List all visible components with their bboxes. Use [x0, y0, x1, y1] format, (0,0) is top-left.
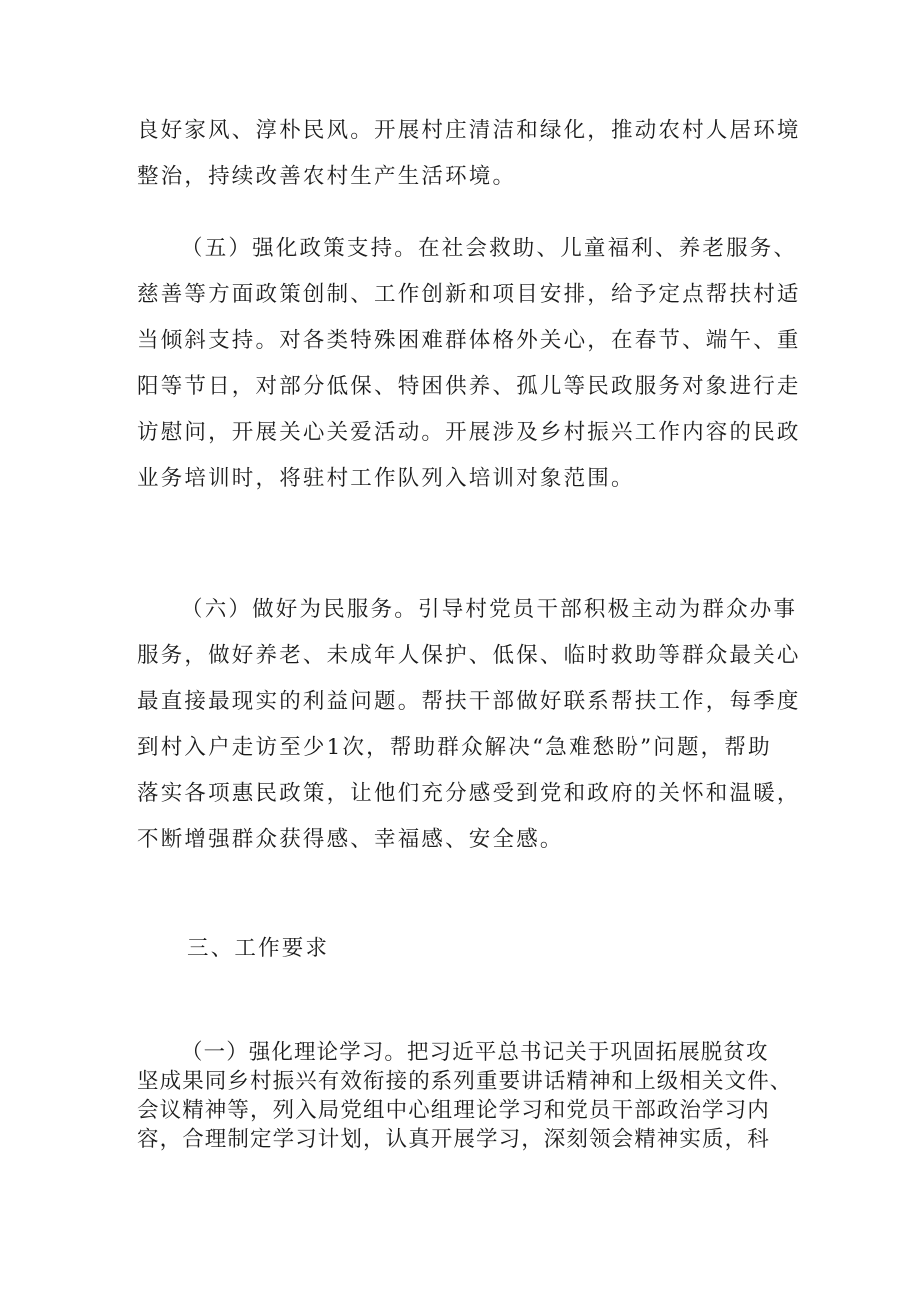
- section-heading-text: 三、工作要求: [187, 936, 330, 961]
- paragraph-theory-study: [137, 1038, 793, 1154]
- text-line: 访慰问，开展关心关爱活动。开展涉及乡村振兴工作内容的民政: [137, 420, 801, 445]
- text-line: 到村入户走访至少1次，帮助群众解决“急难愁盼”问题，帮助: [137, 735, 772, 760]
- text-line: 坚成果同乡村振兴有效衔接的系列重要讲话精神和上级相关文件、: [137, 1069, 793, 1094]
- paragraph-continuation: [137, 108, 801, 200]
- text-line: 当倾斜支持。对各类特殊困难群体格外关心，在春节、端午、重: [137, 328, 801, 353]
- section-heading: [187, 926, 329, 972]
- text-line: 整治，持续改善农村生产生活环境。: [137, 164, 517, 189]
- text-line: 落实各项惠民政策，让他们充分感受到党和政府的关怀和温暖，: [137, 781, 801, 806]
- text-line: 服务，做好养老、未成年人保护、低保、临时救助等群众最关心: [137, 643, 801, 668]
- text-line: 容，合理制定学习计划，认真开展学习，深刻领会精神实质，科: [137, 1127, 770, 1152]
- text-line: 业务培训时，将驻村工作队列入培训对象范围。: [137, 466, 635, 491]
- text-line: 不断增强群众获得感、幸福感、安全感。: [137, 827, 564, 852]
- text-line: 慈善等方面政策创制、工作创新和项目安排，给予定点帮扶村适: [137, 282, 801, 307]
- text-line: 良好家风、淳朴民风。开展村庄清洁和绿化，推动农村人居环境: [137, 118, 801, 143]
- text-line: （五）强化政策支持。在社会救助、儿童福利、养老服务、: [181, 236, 798, 261]
- text-line: 最直接最现实的利益问题。帮扶干部做好联系帮扶工作，每季度: [137, 689, 801, 714]
- paragraph-public-service: [137, 587, 801, 863]
- text-line: （一）强化理论学习。把习近平总书记关于巩固拓展脱贫攻: [181, 1040, 769, 1065]
- text-line: 会议精神等，列入局党组中心组理论学习和党员干部政治学习内: [137, 1098, 770, 1123]
- paragraph-policy-support: [137, 226, 801, 502]
- text-line: 阳等节日，对部分低保、特困供养、孤儿等民政服务对象进行走: [137, 374, 801, 399]
- text-line: （六）做好为民服务。引导村党员干部积极主动为群众办事: [181, 597, 798, 622]
